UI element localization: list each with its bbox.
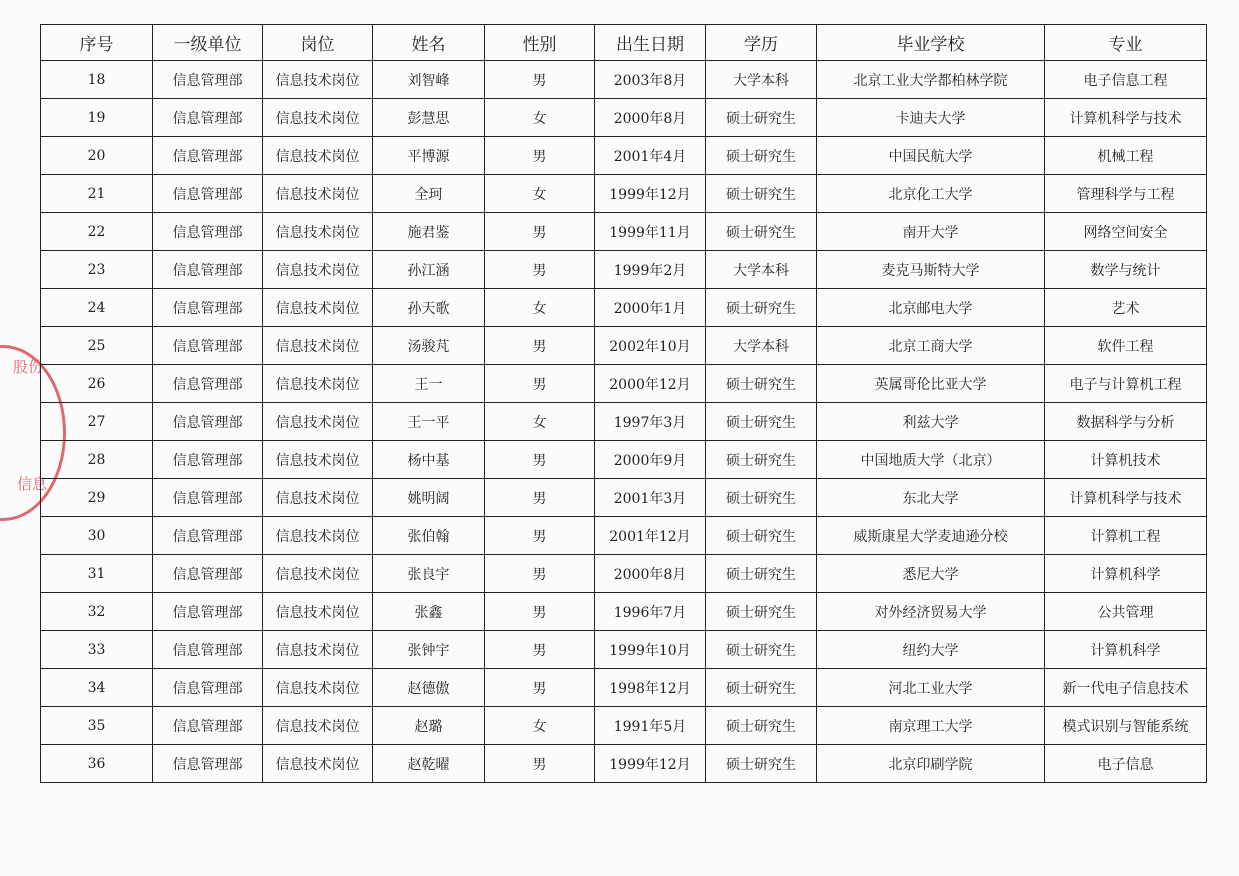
table-row bbox=[41, 289, 1207, 327]
cell-col-unit: 信息管理部 bbox=[153, 61, 263, 99]
cell-col-school: 英属哥伦比亚大学 bbox=[817, 365, 1045, 403]
cell-col-name: 全珂 bbox=[373, 175, 485, 213]
cell-col-birth-date: 1999年12月 bbox=[595, 745, 706, 783]
cell-col-position: 信息技术岗位 bbox=[263, 517, 373, 555]
cell-col-major: 计算机科学 bbox=[1045, 631, 1207, 669]
cell-col-education: 硕士研究生 bbox=[706, 593, 817, 631]
cell-col-index: 31 bbox=[41, 555, 153, 593]
cell-col-position: 信息技术岗位 bbox=[263, 289, 373, 327]
cell-col-birth-date: 2000年1月 bbox=[595, 289, 706, 327]
cell-col-school: 南京理工大学 bbox=[817, 707, 1045, 745]
cell-col-gender: 男 bbox=[485, 517, 595, 555]
cell-col-birth-date: 1999年2月 bbox=[595, 251, 706, 289]
cell-col-birth-date: 2000年8月 bbox=[595, 99, 706, 137]
cell-col-major: 新一代电子信息技术 bbox=[1045, 669, 1207, 707]
cell-col-school: 利兹大学 bbox=[817, 403, 1045, 441]
cell-col-name: 施君鉴 bbox=[373, 213, 485, 251]
table-row bbox=[41, 745, 1207, 783]
cell-col-school: 麦克马斯特大学 bbox=[817, 251, 1045, 289]
cell-col-major: 计算机技术 bbox=[1045, 441, 1207, 479]
cell-col-gender: 男 bbox=[485, 61, 595, 99]
cell-col-unit: 信息管理部 bbox=[153, 251, 263, 289]
cell-col-name: 刘智峰 bbox=[373, 61, 485, 99]
cell-col-gender: 女 bbox=[485, 707, 595, 745]
cell-col-school: 东北大学 bbox=[817, 479, 1045, 517]
cell-col-school: 纽约大学 bbox=[817, 631, 1045, 669]
stamp-text: 信息 bbox=[17, 475, 48, 493]
cell-col-education: 硕士研究生 bbox=[706, 669, 817, 707]
header-row bbox=[41, 25, 1207, 61]
cell-col-school: 北京工业大学都柏林学院 bbox=[817, 61, 1045, 99]
cell-col-gender: 男 bbox=[485, 593, 595, 631]
cell-col-unit: 信息管理部 bbox=[153, 745, 263, 783]
cell-col-position: 信息技术岗位 bbox=[263, 137, 373, 175]
cell-col-position: 信息技术岗位 bbox=[263, 365, 373, 403]
cell-col-major: 管理科学与工程 bbox=[1045, 175, 1207, 213]
cell-col-index: 34 bbox=[41, 669, 153, 707]
cell-col-unit: 信息管理部 bbox=[153, 707, 263, 745]
cell-col-school: 北京印刷学院 bbox=[817, 745, 1045, 783]
cell-col-gender: 男 bbox=[485, 555, 595, 593]
table-row bbox=[41, 365, 1207, 403]
cell-col-index: 25 bbox=[41, 327, 153, 365]
cell-col-education: 大学本科 bbox=[706, 61, 817, 99]
cell-col-birth-date: 1999年11月 bbox=[595, 213, 706, 251]
cell-col-gender: 女 bbox=[485, 99, 595, 137]
cell-col-name: 孙天歌 bbox=[373, 289, 485, 327]
cell-col-position: 信息技术岗位 bbox=[263, 745, 373, 783]
cell-col-education: 硕士研究生 bbox=[706, 479, 817, 517]
cell-col-major: 计算机科学 bbox=[1045, 555, 1207, 593]
table-row bbox=[41, 213, 1207, 251]
cell-col-gender: 男 bbox=[485, 745, 595, 783]
cell-col-education: 硕士研究生 bbox=[706, 99, 817, 137]
table-row bbox=[41, 517, 1207, 555]
cell-col-gender: 男 bbox=[485, 631, 595, 669]
cell-col-unit: 信息管理部 bbox=[153, 669, 263, 707]
cell-col-index: 36 bbox=[41, 745, 153, 783]
cell-col-name: 张鑫 bbox=[373, 593, 485, 631]
cell-col-name: 彭慧思 bbox=[373, 99, 485, 137]
cell-col-major: 软件工程 bbox=[1045, 327, 1207, 365]
stamp-text: 股份 bbox=[13, 358, 44, 376]
cell-col-education: 硕士研究生 bbox=[706, 745, 817, 783]
cell-col-school: 对外经济贸易大学 bbox=[817, 593, 1045, 631]
table-row bbox=[41, 61, 1207, 99]
cell-col-position: 信息技术岗位 bbox=[263, 175, 373, 213]
cell-col-name: 赵璐 bbox=[373, 707, 485, 745]
cell-col-name: 王一平 bbox=[373, 403, 485, 441]
cell-col-major: 艺术 bbox=[1045, 289, 1207, 327]
cell-col-unit: 信息管理部 bbox=[153, 403, 263, 441]
header-col-major: 专业 bbox=[1045, 25, 1207, 61]
cell-col-index: 22 bbox=[41, 213, 153, 251]
cell-col-position: 信息技术岗位 bbox=[263, 593, 373, 631]
cell-col-name: 孙江涵 bbox=[373, 251, 485, 289]
cell-col-school: 北京工商大学 bbox=[817, 327, 1045, 365]
cell-col-school: 中国地质大学（北京） bbox=[817, 441, 1045, 479]
cell-col-education: 硕士研究生 bbox=[706, 555, 817, 593]
cell-col-school: 南开大学 bbox=[817, 213, 1045, 251]
cell-col-unit: 信息管理部 bbox=[153, 593, 263, 631]
cell-col-birth-date: 2001年12月 bbox=[595, 517, 706, 555]
table-row bbox=[41, 403, 1207, 441]
table-row bbox=[41, 479, 1207, 517]
cell-col-index: 27 bbox=[41, 403, 153, 441]
cell-col-major: 机械工程 bbox=[1045, 137, 1207, 175]
cell-col-birth-date: 2001年4月 bbox=[595, 137, 706, 175]
cell-col-major: 计算机科学与技术 bbox=[1045, 479, 1207, 517]
table-row bbox=[41, 441, 1207, 479]
header-col-position: 岗位 bbox=[263, 25, 373, 61]
cell-col-education: 硕士研究生 bbox=[706, 213, 817, 251]
cell-col-school: 河北工业大学 bbox=[817, 669, 1045, 707]
cell-col-school: 中国民航大学 bbox=[817, 137, 1045, 175]
cell-col-gender: 男 bbox=[485, 137, 595, 175]
cell-col-position: 信息技术岗位 bbox=[263, 61, 373, 99]
cell-col-gender: 男 bbox=[485, 213, 595, 251]
cell-col-position: 信息技术岗位 bbox=[263, 555, 373, 593]
header-col-education: 学历 bbox=[706, 25, 817, 61]
cell-col-education: 大学本科 bbox=[706, 251, 817, 289]
cell-col-position: 信息技术岗位 bbox=[263, 479, 373, 517]
cell-col-name: 姚明阔 bbox=[373, 479, 485, 517]
cell-col-gender: 男 bbox=[485, 479, 595, 517]
cell-col-gender: 男 bbox=[485, 327, 595, 365]
cell-col-major: 计算机科学与技术 bbox=[1045, 99, 1207, 137]
cell-col-education: 硕士研究生 bbox=[706, 707, 817, 745]
cell-col-major: 网络空间安全 bbox=[1045, 213, 1207, 251]
cell-col-major: 数据科学与分析 bbox=[1045, 403, 1207, 441]
cell-col-name: 平博源 bbox=[373, 137, 485, 175]
cell-col-school: 悉尼大学 bbox=[817, 555, 1045, 593]
cell-col-education: 硕士研究生 bbox=[706, 137, 817, 175]
cell-col-position: 信息技术岗位 bbox=[263, 403, 373, 441]
cell-col-name: 汤骏芃 bbox=[373, 327, 485, 365]
cell-col-position: 信息技术岗位 bbox=[263, 213, 373, 251]
cell-col-index: 24 bbox=[41, 289, 153, 327]
cell-col-major: 电子与计算机工程 bbox=[1045, 365, 1207, 403]
table-row bbox=[41, 137, 1207, 175]
cell-col-education: 大学本科 bbox=[706, 327, 817, 365]
cell-col-unit: 信息管理部 bbox=[153, 517, 263, 555]
cell-col-birth-date: 1999年10月 bbox=[595, 631, 706, 669]
cell-col-gender: 男 bbox=[485, 669, 595, 707]
cell-col-school: 卡迪夫大学 bbox=[817, 99, 1045, 137]
cell-col-position: 信息技术岗位 bbox=[263, 441, 373, 479]
cell-col-education: 硕士研究生 bbox=[706, 517, 817, 555]
cell-col-birth-date: 1998年12月 bbox=[595, 669, 706, 707]
cell-col-school: 北京邮电大学 bbox=[817, 289, 1045, 327]
header-col-birth-date: 出生日期 bbox=[595, 25, 706, 61]
table-row bbox=[41, 99, 1207, 137]
table-row bbox=[41, 669, 1207, 707]
cell-col-position: 信息技术岗位 bbox=[263, 669, 373, 707]
cell-col-position: 信息技术岗位 bbox=[263, 251, 373, 289]
cell-col-index: 32 bbox=[41, 593, 153, 631]
cell-col-name: 张伯翰 bbox=[373, 517, 485, 555]
cell-col-index: 19 bbox=[41, 99, 153, 137]
cell-col-index: 28 bbox=[41, 441, 153, 479]
cell-col-major: 电子信息 bbox=[1045, 745, 1207, 783]
cell-col-unit: 信息管理部 bbox=[153, 137, 263, 175]
cell-col-major: 电子信息工程 bbox=[1045, 61, 1207, 99]
cell-col-unit: 信息管理部 bbox=[153, 213, 263, 251]
cell-col-gender: 女 bbox=[485, 289, 595, 327]
cell-col-gender: 女 bbox=[485, 403, 595, 441]
cell-col-index: 21 bbox=[41, 175, 153, 213]
header-col-index: 序号 bbox=[41, 25, 153, 61]
cell-col-unit: 信息管理部 bbox=[153, 441, 263, 479]
cell-col-school: 威斯康星大学麦迪逊分校 bbox=[817, 517, 1045, 555]
cell-col-index: 18 bbox=[41, 61, 153, 99]
cell-col-unit: 信息管理部 bbox=[153, 175, 263, 213]
cell-col-birth-date: 2000年8月 bbox=[595, 555, 706, 593]
table-row bbox=[41, 175, 1207, 213]
cell-col-birth-date: 2000年12月 bbox=[595, 365, 706, 403]
cell-col-major: 公共管理 bbox=[1045, 593, 1207, 631]
cell-col-birth-date: 1991年5月 bbox=[595, 707, 706, 745]
cell-col-birth-date: 2001年3月 bbox=[595, 479, 706, 517]
cell-col-index: 35 bbox=[41, 707, 153, 745]
cell-col-index: 33 bbox=[41, 631, 153, 669]
header-col-gender: 性别 bbox=[485, 25, 595, 61]
cell-col-education: 硕士研究生 bbox=[706, 441, 817, 479]
cell-col-education: 硕士研究生 bbox=[706, 289, 817, 327]
header-col-unit: 一级单位 bbox=[153, 25, 263, 61]
cell-col-birth-date: 1999年12月 bbox=[595, 175, 706, 213]
cell-col-education: 硕士研究生 bbox=[706, 365, 817, 403]
cell-col-name: 张良宇 bbox=[373, 555, 485, 593]
table-row bbox=[41, 593, 1207, 631]
cell-col-name: 赵德傲 bbox=[373, 669, 485, 707]
table-row bbox=[41, 251, 1207, 289]
cell-col-name: 赵乾曜 bbox=[373, 745, 485, 783]
cell-col-position: 信息技术岗位 bbox=[263, 631, 373, 669]
cell-col-position: 信息技术岗位 bbox=[263, 99, 373, 137]
cell-col-name: 张钟宇 bbox=[373, 631, 485, 669]
cell-col-index: 23 bbox=[41, 251, 153, 289]
cell-col-index: 20 bbox=[41, 137, 153, 175]
cell-col-gender: 男 bbox=[485, 251, 595, 289]
personnel-table bbox=[40, 24, 1207, 783]
cell-col-unit: 信息管理部 bbox=[153, 479, 263, 517]
cell-col-gender: 女 bbox=[485, 175, 595, 213]
cell-col-birth-date: 1997年3月 bbox=[595, 403, 706, 441]
cell-col-major: 模式识别与智能系统 bbox=[1045, 707, 1207, 745]
cell-col-index: 26 bbox=[41, 365, 153, 403]
cell-col-index: 30 bbox=[41, 517, 153, 555]
cell-col-education: 硕士研究生 bbox=[706, 631, 817, 669]
cell-col-major: 数学与统计 bbox=[1045, 251, 1207, 289]
cell-col-position: 信息技术岗位 bbox=[263, 327, 373, 365]
cell-col-unit: 信息管理部 bbox=[153, 289, 263, 327]
header-col-school: 毕业学校 bbox=[817, 25, 1045, 61]
cell-col-unit: 信息管理部 bbox=[153, 327, 263, 365]
cell-col-name: 王一 bbox=[373, 365, 485, 403]
cell-col-birth-date: 2003年8月 bbox=[595, 61, 706, 99]
cell-col-position: 信息技术岗位 bbox=[263, 707, 373, 745]
cell-col-birth-date: 1996年7月 bbox=[595, 593, 706, 631]
cell-col-education: 硕士研究生 bbox=[706, 175, 817, 213]
table-row bbox=[41, 707, 1207, 745]
cell-col-gender: 男 bbox=[485, 441, 595, 479]
header-col-name: 姓名 bbox=[373, 25, 485, 61]
table-row bbox=[41, 555, 1207, 593]
cell-col-unit: 信息管理部 bbox=[153, 99, 263, 137]
cell-col-major: 计算机工程 bbox=[1045, 517, 1207, 555]
cell-col-unit: 信息管理部 bbox=[153, 555, 263, 593]
cell-col-unit: 信息管理部 bbox=[153, 631, 263, 669]
cell-col-school: 北京化工大学 bbox=[817, 175, 1045, 213]
table-row bbox=[41, 327, 1207, 365]
cell-col-gender: 男 bbox=[485, 365, 595, 403]
cell-col-index: 29 bbox=[41, 479, 153, 517]
cell-col-unit: 信息管理部 bbox=[153, 365, 263, 403]
cell-col-education: 硕士研究生 bbox=[706, 403, 817, 441]
cell-col-birth-date: 2002年10月 bbox=[595, 327, 706, 365]
table-row bbox=[41, 631, 1207, 669]
cell-col-birth-date: 2000年9月 bbox=[595, 441, 706, 479]
cell-col-name: 杨中基 bbox=[373, 441, 485, 479]
